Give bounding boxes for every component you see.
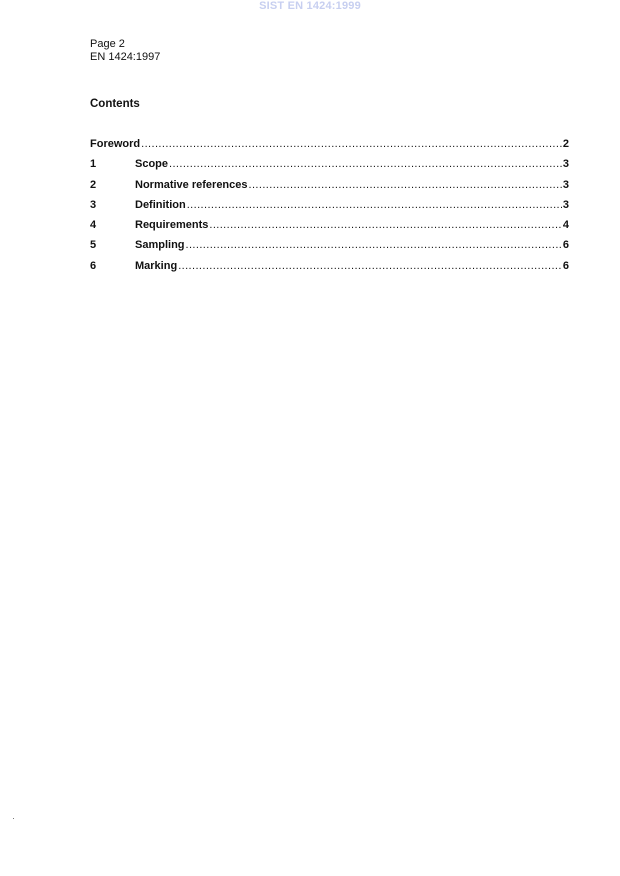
toc-leader-dots (141, 138, 562, 150)
toc-item-label: Scope (135, 158, 169, 171)
toc-item-page: 6 (562, 239, 569, 252)
toc-item-page: 3 (562, 198, 569, 211)
toc-leader-dots (249, 179, 562, 191)
toc-item-scope (90, 158, 569, 178)
scan-speck (13, 818, 14, 819)
toc-item-foreword (90, 138, 569, 158)
toc-item-marking (90, 260, 569, 280)
toc-item-requirements (90, 219, 569, 239)
watermark: SIST EN 1424:1999 (259, 0, 361, 12)
page-number: Page 2 (90, 38, 125, 50)
contents-title: Contents (90, 98, 140, 110)
toc-item-label: Foreword (90, 138, 141, 150)
toc-item-label: Requirements (135, 219, 209, 232)
toc-item-label: Definition (135, 198, 186, 211)
standard-id: EN 1424:1997 (90, 51, 161, 63)
toc-item-number: 2 (90, 178, 97, 191)
table-of-contents (90, 138, 569, 280)
toc-item-label: Normative references (135, 178, 248, 191)
toc-leader-dots (178, 260, 562, 272)
toc-item-normative-references (90, 179, 569, 199)
toc-item-page: 2 (562, 138, 569, 150)
toc-item-page: 3 (562, 158, 569, 171)
toc-item-number: 5 (90, 239, 97, 252)
toc-item-page: 6 (562, 259, 569, 272)
toc-item-definition (90, 199, 569, 219)
toc-item-number: 4 (90, 219, 97, 232)
toc-item-number: 6 (90, 259, 97, 272)
toc-leader-dots (187, 199, 562, 211)
toc-leader-dots (209, 219, 562, 231)
toc-leader-dots (186, 239, 562, 251)
toc-item-number: 1 (90, 158, 97, 171)
toc-item-label: Marking (135, 259, 178, 272)
toc-item-sampling (90, 239, 569, 259)
page-header (90, 38, 160, 64)
toc-item-label: Sampling (135, 239, 185, 252)
toc-item-page: 3 (562, 178, 569, 191)
toc-item-page: 4 (562, 219, 569, 232)
toc-leader-dots (169, 158, 562, 170)
toc-item-number: 3 (90, 198, 97, 211)
